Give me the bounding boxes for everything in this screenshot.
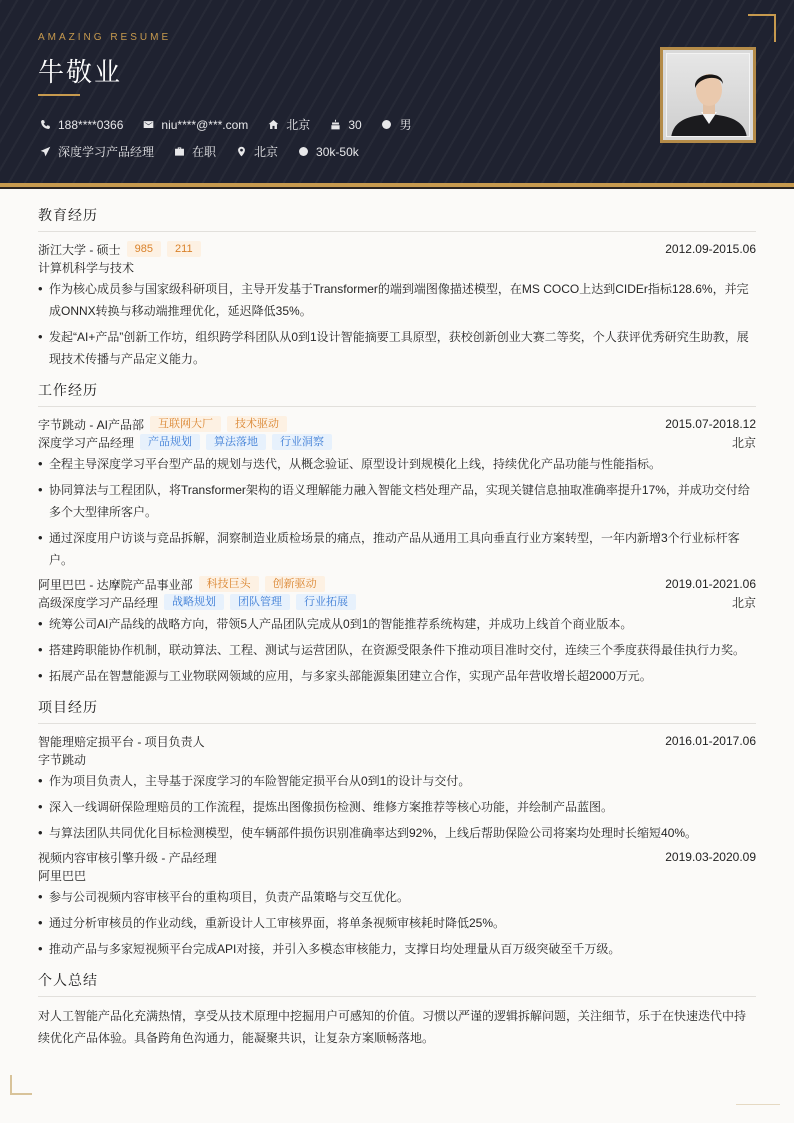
target-role-item — [38, 143, 154, 160]
school-name: 浙江大学 - 硕士 — [38, 242, 121, 257]
date-range: 2019.01-2021.06 — [665, 577, 756, 591]
age-value: 30 — [348, 117, 362, 132]
job-entry — [38, 575, 756, 687]
status-value: 在职 — [192, 145, 217, 159]
tag: 产品规划 — [140, 434, 200, 450]
phone-icon — [38, 118, 52, 132]
project-org: 字节跳动 — [38, 752, 87, 767]
tag: 技术驱动 — [227, 416, 287, 432]
company-name: 字节跳动 - AI产品部 — [38, 417, 145, 432]
corner-decoration — [10, 1075, 32, 1095]
name-underline — [38, 94, 80, 96]
home-item — [266, 116, 310, 133]
mail-icon — [141, 118, 155, 132]
project-entry — [38, 848, 756, 960]
summary-section — [38, 970, 756, 1049]
age-item — [328, 118, 361, 132]
candidate-name: 牛敬业 — [38, 57, 123, 87]
date-range: 2012.09-2015.06 — [665, 242, 756, 256]
list-item: • 作为核心成员参与国家级科研项目，主导开发基于Transformer的端到端图像描述模型，在MS COCO上达到CIDEr指标128.6%，并完成ONNX转换与移动端推理优化，延迟降低35%。 — [38, 278, 756, 322]
bullet-list — [38, 613, 756, 687]
list-item: • 参与公司视频内容审核平台的重构项目，负责产品策略与交互优化。 — [38, 886, 756, 908]
summary-text: 对人工智能产品化充满热情，享受从技术原理中挖掘用户可感知的价值。习惯以严谨的逻辑拆解问题，关注细节，乐于在快速迭代中持续优化产品体验。具备跨角色沟通力，能凝聚共识，让复杂方案顺畅落地。 — [38, 1009, 747, 1045]
footer-line — [736, 1104, 780, 1105]
bullet-list — [38, 278, 756, 370]
list-item: • 通过分析审核员的作业动线，重新设计人工审核界面，将单条视频审核耗时降低25%。 — [38, 912, 756, 934]
header-dark-band — [0, 187, 794, 189]
education-entry — [38, 240, 756, 370]
section-title: 个人总结 — [38, 970, 756, 997]
list-item: • 与算法团队共同优化目标检测模型，使车辆部件损伤识别准确率达到92%，上线后帮助保险公司将案均处理时长缩短40%。 — [38, 822, 756, 844]
section-title: 项目经历 — [38, 697, 756, 724]
salary-value: 30k-50k — [316, 144, 359, 159]
education-section — [38, 205, 756, 370]
status-item — [172, 143, 216, 160]
job-entry — [38, 415, 756, 571]
home-value: 北京 — [286, 118, 311, 132]
job-city: 北京 — [731, 435, 756, 450]
list-item: • 全程主导深度学习平台型产品的规划与迭代，从概念验证、原型设计到规模化上线，持续优化产品功能与性能指标。 — [38, 453, 756, 475]
gender-icon — [380, 118, 394, 132]
project-entry — [38, 732, 756, 844]
gender-value: 男 — [399, 118, 412, 132]
bullet-list — [38, 453, 756, 571]
bullet-list — [38, 770, 756, 844]
salary-item — [296, 145, 359, 159]
list-item: • 推动产品与多家短视频平台完成API对接，并引入多模态审核能力，支撑日均处理量从百万级突破至千万级。 — [38, 938, 756, 960]
list-item: • 搭建跨职能协作机制，联动算法、工程、测试与运营团队，在资源受限条件下推动项目准时交付，连续三个季度获得最佳执行力奖。 — [38, 639, 756, 661]
section-title: 教育经历 — [38, 205, 756, 232]
projects-section — [38, 697, 756, 960]
briefcase-icon — [172, 145, 186, 159]
tag: 行业拓展 — [296, 594, 356, 610]
tag: 团队管理 — [230, 594, 290, 610]
list-item: • 作为项目负责人，主导基于深度学习的车险智能定损平台从0到1的设计与交付。 — [38, 770, 756, 792]
project-org: 阿里巴巴 — [38, 868, 87, 883]
list-item: • 发起“AI+产品”创新工作坊，组织跨学科团队从0到1设计智能摘要工具原型，获校创新创业大赛二等奖，个人获评优秀研究生助教，展现技术传播与产品定义能力。 — [38, 326, 756, 370]
phone-value: 188****0366 — [58, 117, 124, 132]
gender-item — [380, 116, 412, 133]
tag: 985 — [127, 241, 161, 257]
job-city: 北京 — [731, 595, 756, 610]
home-icon — [266, 118, 280, 132]
intent-row — [38, 143, 377, 160]
target-city-item — [234, 143, 278, 160]
job-title: 深度学习产品经理 — [38, 435, 135, 450]
avatar — [660, 47, 756, 143]
send-icon — [38, 145, 52, 159]
header-tagline: AMAZING RESUME — [38, 32, 172, 43]
email-item — [141, 118, 248, 132]
resume-body — [38, 205, 756, 1059]
tag: 创新驱动 — [265, 576, 325, 592]
tag: 互联网大厂 — [150, 416, 221, 432]
bullet-list — [38, 886, 756, 960]
job-title: 高级深度学习产品经理 — [38, 595, 159, 610]
date-range: 2016.01-2017.06 — [665, 734, 756, 748]
tag: 211 — [167, 241, 201, 257]
tag: 战略规划 — [164, 594, 224, 610]
corner-decoration — [748, 14, 776, 42]
list-item: • 通过深度用户访谈与竞品拆解，洞察制造业质检场景的痛点，推动产品从通用工具向垂直行业方案转型，一年内新增3个行业标杆客户。 — [38, 527, 756, 571]
project-name: 智能理赔定损平台 - 项目负责人 — [38, 734, 205, 749]
list-item: • 统筹公司AI产品线的战略方向，带领5人产品团队完成从0到1的智能推荐系统构建，并成功上线首个商业版本。 — [38, 613, 756, 635]
contact-row — [38, 116, 430, 133]
email-value: niu****@***.com — [161, 117, 249, 132]
list-item: • 深入一线调研保险理赔员的工作流程，提炼出图像损伤检测、维修方案推荐等核心功能，并绘制产品蓝图。 — [38, 796, 756, 818]
salary-icon — [296, 145, 310, 159]
location-icon — [234, 145, 248, 159]
tag: 行业洞察 — [272, 434, 332, 450]
date-range: 2015.07-2018.12 — [665, 417, 756, 431]
major: 计算机科学与技术 — [38, 260, 135, 275]
tag: 科技巨头 — [199, 576, 259, 592]
tag: 算法落地 — [206, 434, 266, 450]
target-role-value: 深度学习产品经理 — [58, 145, 155, 159]
list-item: • 协同算法与工程团队，将Transformer架构的语义理解能力融入智能文档处理产品，实现关键信息抽取准确率提升17%，并成功交付给多个大型律所客户。 — [38, 479, 756, 523]
date-range: 2019.03-2020.09 — [665, 850, 756, 864]
cake-icon — [328, 118, 342, 132]
phone-item — [38, 118, 123, 132]
target-city-value: 北京 — [254, 145, 279, 159]
company-name: 阿里巴巴 - 达摩院产品事业部 — [38, 577, 193, 592]
section-title: 工作经历 — [38, 380, 756, 407]
work-section — [38, 380, 756, 687]
list-item: • 拓展产品在智慧能源与工业物联网领域的应用，与多家头部能源集团建立合作，实现产品年营收增长超2000万元。 — [38, 665, 756, 687]
project-name: 视频内容审核引擎升级 - 产品经理 — [38, 850, 217, 865]
avatar-photo — [666, 53, 750, 137]
